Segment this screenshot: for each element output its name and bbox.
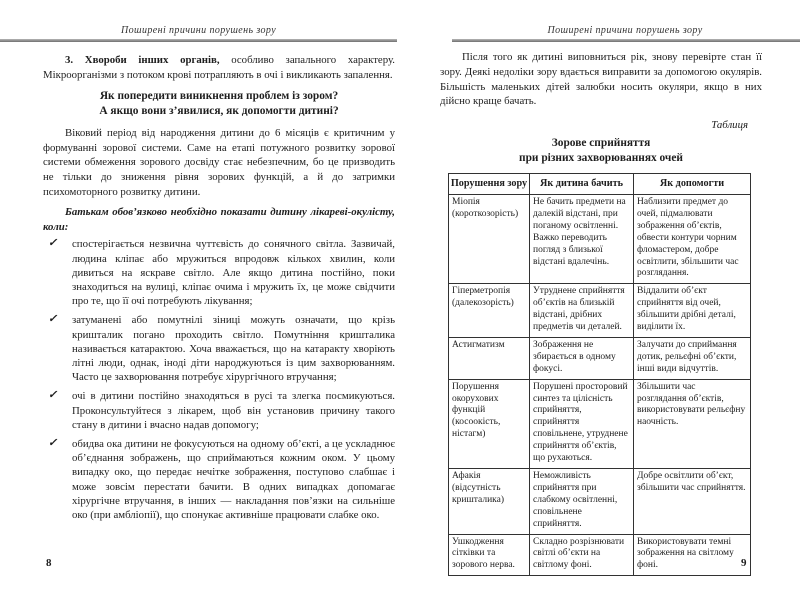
checklist-item bbox=[43, 237, 395, 308]
cell-how-child-sees: Утруднене сприйняття об’єктів на близькій відстані, дрібних предметів чи деталей. bbox=[530, 284, 634, 338]
cell-how-to-help: Використовувати темні зображення на світлому фоні. bbox=[634, 534, 751, 576]
checklist-item-text: очі в дитини постійно знаходяться в русі та злегка посмикуються. Проконсультуйтеся з лікарем, щоб він установив причину такого стану в дитини і вчасно надав допомогу; bbox=[72, 390, 395, 431]
check-icon: ✓ bbox=[48, 313, 58, 326]
table-row bbox=[449, 194, 751, 283]
paragraph-critical-period: Віковий період від народження дитини до 6 місяців є критичним у формуванні зорової системи. Саме на етапі потужного розвитку зорової системи обмеження зорового досвіду стає небезпечним, бо це призводить не тільки до зниження рівня зорових функцій, а й до затримки психомоторного розвитку дитини. bbox=[43, 127, 395, 198]
table-row bbox=[449, 469, 751, 535]
check-icon: ✓ bbox=[48, 436, 58, 449]
vision-perception-table bbox=[448, 173, 751, 576]
check-icon: ✓ bbox=[48, 237, 58, 250]
section-heading bbox=[43, 89, 395, 119]
page-right bbox=[440, 50, 762, 576]
table-title-line2: при різних захворюваннях очей bbox=[519, 151, 683, 164]
cell-how-child-sees: Складно розрізнювати світлі об’єкти на світлому фоні. bbox=[530, 534, 634, 576]
table-row bbox=[449, 379, 751, 468]
table-title bbox=[440, 136, 762, 166]
checklist-item bbox=[43, 437, 395, 522]
section-heading-line1: Як попередити виникнення проблем із зором? bbox=[99, 90, 339, 103]
table-caption: Таблиця bbox=[711, 119, 748, 132]
paragraph-other-diseases bbox=[43, 53, 395, 82]
cell-how-to-help: Наблизити предмет до очей, підмалювати зображення об’єктів, обвести контури чорним фломастером, добре освітлити, збільшити час розглядання. bbox=[634, 194, 751, 283]
table-title-line1: Зорове сприйняття bbox=[551, 136, 651, 149]
paragraph-see-doctor-lead-in: Батькам обов’язково необхідно показати дитину лікареві-окулісту, коли: bbox=[43, 206, 395, 233]
cell-how-to-help: Віддалити об’єкт сприйняття від очей, збільшити дрібні деталі, виділити їх. bbox=[634, 284, 751, 338]
table-row bbox=[449, 337, 751, 379]
cell-disorder: Гіперметропія (далекозорість) bbox=[449, 284, 530, 338]
cell-disorder: Порушення окорухових функцій (косоокість, ністагм) bbox=[449, 379, 530, 468]
checklist-item-text: затуманені або помутнілі зіниці можуть означати, що крізь кришталик погано проходить світло. Помутніння кришталика називається катарактою. Хоча вважається, що на катаракту хворіють літні люди, однак, іноді діти народжуються із цим захворюванням. Часто це захворювання потребує хірургічного втручання; bbox=[72, 314, 395, 384]
cell-how-child-sees: Зображення не збирається в одному фокусі. bbox=[530, 337, 634, 379]
table-row bbox=[449, 284, 751, 338]
cell-disorder: Афакія (відсутність кришталика) bbox=[449, 469, 530, 535]
checklist-item-text: спостерігається незвична чуттєвість до сонячного світла. Зазвичай, людина кліпає або мружиться впродовж кількох хвилин, коли дивиться на яскраве світло. Але якщо дитина постійно, поки знаходиться на вулиці, кліпає очима і мружить їх, це може свідчити про те, що її очі потребують лікування; bbox=[72, 238, 395, 308]
cell-how-to-help: Залучати до сприймання дотик, рельєфні об’єкти, інші види відчуттів. bbox=[634, 337, 751, 379]
checklist-symptoms bbox=[43, 237, 395, 522]
paragraph-other-diseases-lead: 3. Хвороби інших органів, bbox=[65, 54, 220, 66]
col-header-how-child-sees: Як дитина бачить bbox=[530, 173, 634, 194]
page-number-right: 9 bbox=[741, 557, 747, 569]
checklist-item bbox=[43, 313, 395, 384]
table-header-row bbox=[449, 173, 751, 194]
checklist-item bbox=[43, 389, 395, 432]
section-heading-line2: А якщо вони з’явилися, як допомогти дитині? bbox=[99, 105, 339, 118]
checklist-item-text: обидва ока дитини не фокусуються на одному об’єкті, а це ускладнює об’єднання зображень, що сприймаються кожним оком. У цьому випадку око, що передає нечітке зображення, поступово слабшає і може зовсім перестати бачити. В одних випадках допомагає хірургічне втручання, в інших — накладання пов’язки на сильніше око (при амбліопії), що спонукає активніше працювати слабке око. bbox=[72, 437, 395, 521]
cell-how-child-sees: Неможливість сприйняття при слабкому освітленні, сповільнене сприйняття. bbox=[530, 469, 634, 535]
running-head-left: Поширені причини порушень зору bbox=[120, 25, 277, 36]
col-header-how-to-help: Як допомогти bbox=[634, 173, 751, 194]
page-left bbox=[43, 53, 395, 527]
header-rule-right bbox=[452, 39, 800, 42]
check-icon: ✓ bbox=[48, 389, 58, 402]
page-number-left: 8 bbox=[46, 557, 52, 569]
cell-disorder: Ушкодження сітківки та зорового нерва. bbox=[449, 534, 530, 576]
cell-disorder: Міопія (короткозорість) bbox=[449, 194, 530, 283]
paragraph-year-checkup: Після того як дитині виповниться рік, знову перевірте стан її зору. Деякі недоліки зору вдається виправити за допомогою окулярів. Більшість маленьких дітей залюбки носить окуляри, якщо в них дійсно краще бачать. bbox=[440, 51, 762, 108]
running-head-right: Поширені причини порушень зору bbox=[547, 25, 703, 36]
paragraph-other-diseases-rest: особливо запального характеру. Мікроорганізми з потоком крові потрапляють в очі і викликають запалення. bbox=[43, 54, 395, 81]
cell-disorder: Астигматизм bbox=[449, 337, 530, 379]
header-rule-left bbox=[0, 39, 397, 42]
cell-how-to-help: Добре освітлити об’єкт, збільшити час сприйняття. bbox=[634, 469, 751, 535]
cell-how-child-sees: Порушені просторовий синтез та цілісність сприйняття, сприйняття сповільнене, утруднене сприйняття об’єктів, що рухаються. bbox=[530, 379, 634, 468]
col-header-disorder: Порушення зору bbox=[449, 173, 530, 194]
cell-how-child-sees: Не бачить предмети на далекій відстані, при поганому освітленні. Важко переводить погляд з близької відстані вдалечінь. bbox=[530, 194, 634, 283]
cell-how-to-help: Збільшити час розглядання об’єктів, використовувати рельєфну наочність. bbox=[634, 379, 751, 468]
table-row bbox=[449, 534, 751, 576]
